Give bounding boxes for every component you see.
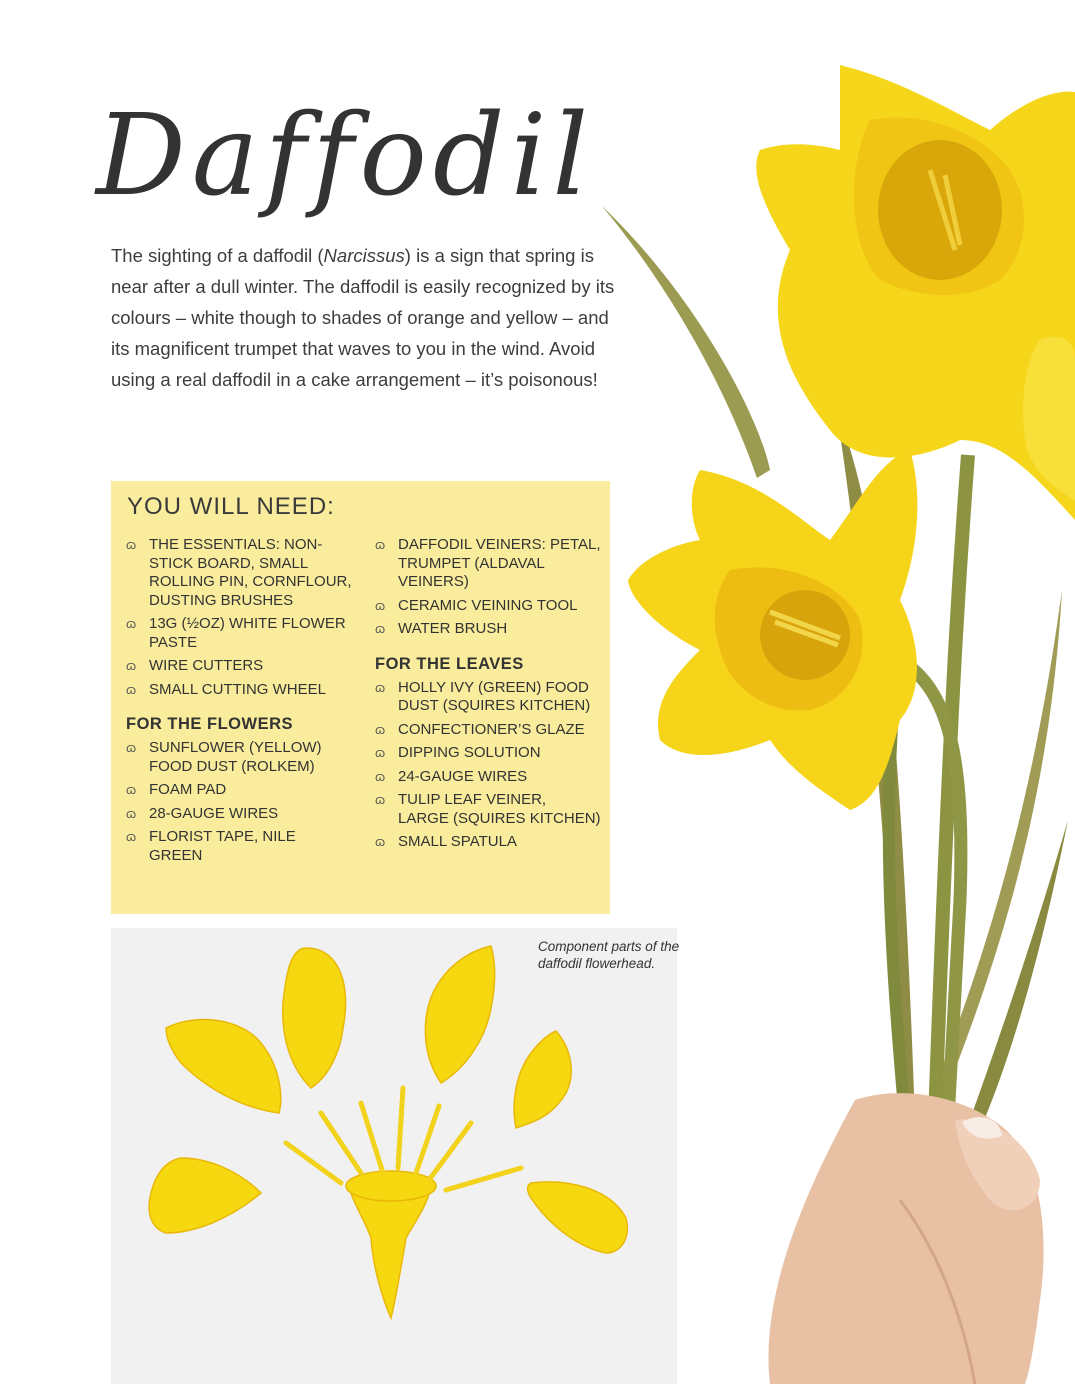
list-item: ɷ WATER BRUSH <box>375 620 508 637</box>
stamen <box>286 1143 341 1183</box>
trumpet-rim <box>346 1171 436 1201</box>
swirl-bullet-icon: ɷ <box>375 537 386 552</box>
intro-paragraph <box>111 240 616 395</box>
petal <box>425 946 494 1083</box>
intro-text-start: The sighting of a daffodil ( <box>111 245 324 266</box>
for-the-leaves-heading: FOR THE LEAVES <box>375 654 524 673</box>
list-item: ɷ FOAM PAD <box>126 781 227 798</box>
swirl-bullet-icon: ɷ <box>375 679 386 695</box>
needs-right-column <box>375 536 601 857</box>
stamen <box>429 1123 471 1180</box>
list-item: ɷ CONFECTIONER’S GLAZE <box>375 720 585 738</box>
swirl-bullet-icon: ɷ <box>375 745 386 760</box>
petal <box>528 1182 628 1253</box>
swirl-bullet-icon: ɷ <box>126 681 137 697</box>
swirl-bullet-icon: ɷ <box>375 597 386 613</box>
page-title: Daffodil <box>96 91 595 221</box>
leaves-list <box>375 679 601 852</box>
swirl-bullet-icon: ɷ <box>126 740 137 755</box>
swirl-bullet-icon: ɷ <box>375 792 386 807</box>
stamen <box>361 1103 383 1173</box>
list-item: ɷ 24-GAUGE WIRES <box>375 767 528 785</box>
intro-text-end: ) is a sign that spring is near after a dull winter. The daffodil is easily recognized by its colours – white though to shades of orange and yellow – and its magnificent trumpet that waves to you in the wind. Avoid using a real daffodil in a cake arrangement – it’s poisonous! <box>111 245 615 390</box>
flowers-list <box>126 739 352 865</box>
swirl-bullet-icon: ɷ <box>126 616 137 631</box>
petal <box>283 948 346 1088</box>
list-item: ɷ CERAMIC VEINING TOOL <box>375 596 578 614</box>
list-item: ɷ SMALL CUTTING WHEEL <box>126 680 326 698</box>
flowerhead-parts-illustration <box>111 928 677 1384</box>
leaf <box>602 206 770 478</box>
lower-daffodil-flower <box>628 450 917 810</box>
list-item: ɷ WIRE CUTTERS <box>126 657 264 674</box>
swirl-bullet-icon: ɷ <box>126 829 137 844</box>
hand <box>768 1093 1043 1384</box>
petal <box>514 1031 571 1128</box>
swirl-bullet-icon: ɷ <box>375 768 386 784</box>
upper-daffodil-flower <box>756 65 1075 520</box>
list-item: ɷ FLORIST TAPE, NILE GREEN <box>126 828 296 864</box>
you-will-need-box <box>111 481 610 914</box>
photo-caption: Component parts of the daffodil flowerhead. <box>538 939 680 971</box>
component-parts-photo <box>111 928 677 1384</box>
list-item: ɷ HOLLY IVY (GREEN) FOOD DUST (SQUIRES KITCHEN) <box>375 678 591 714</box>
stamen <box>321 1113 361 1173</box>
list-item: ɷ SMALL SPATULA <box>375 833 517 850</box>
list-item: ɷ 13G (½OZ) WHITE FLOWER PASTE <box>126 615 346 651</box>
petal <box>166 1020 281 1113</box>
swirl-bullet-icon: ɷ <box>375 621 386 636</box>
list-item: ɷ 28-GAUGE WIRES <box>126 804 279 822</box>
intro-latin-name: Narcissus <box>323 245 405 266</box>
swirl-bullet-icon: ɷ <box>375 834 386 849</box>
swirl-bullet-icon: ɷ <box>126 658 137 673</box>
swirl-bullet-icon: ɷ <box>126 782 137 797</box>
swirl-bullet-icon: ɷ <box>375 721 386 737</box>
petal <box>149 1158 261 1233</box>
tools-list <box>375 536 601 639</box>
list-item: ɷ SUNFLOWER (YELLOW) FOOD DUST (ROLKEM) <box>126 739 322 775</box>
stamen <box>398 1088 403 1168</box>
stamen <box>446 1168 521 1190</box>
swirl-bullet-icon: ɷ <box>126 805 137 821</box>
swirl-bullet-icon: ɷ <box>126 537 137 552</box>
stamen <box>416 1106 439 1173</box>
list-item: ɷ THE ESSENTIALS: NON-STICK BOARD, SMALL ROLLING PIN, CORNFLOUR, DUSTING BRUSHES <box>126 536 352 609</box>
list-item: ɷ DAFFODIL VEINERS: PETAL, TRUMPET (ALDAVAL VEINERS) <box>375 536 601 590</box>
essentials-list <box>126 536 352 699</box>
for-the-flowers-heading: FOR THE FLOWERS <box>126 715 293 733</box>
needs-left-column <box>126 536 352 870</box>
you-will-need-heading: YOU WILL NEED: <box>127 493 335 520</box>
list-item: ɷ TULIP LEAF VEINER, LARGE (SQUIRES KITCHEN) <box>375 791 601 827</box>
list-item: ɷ DIPPING SOLUTION <box>375 744 541 761</box>
